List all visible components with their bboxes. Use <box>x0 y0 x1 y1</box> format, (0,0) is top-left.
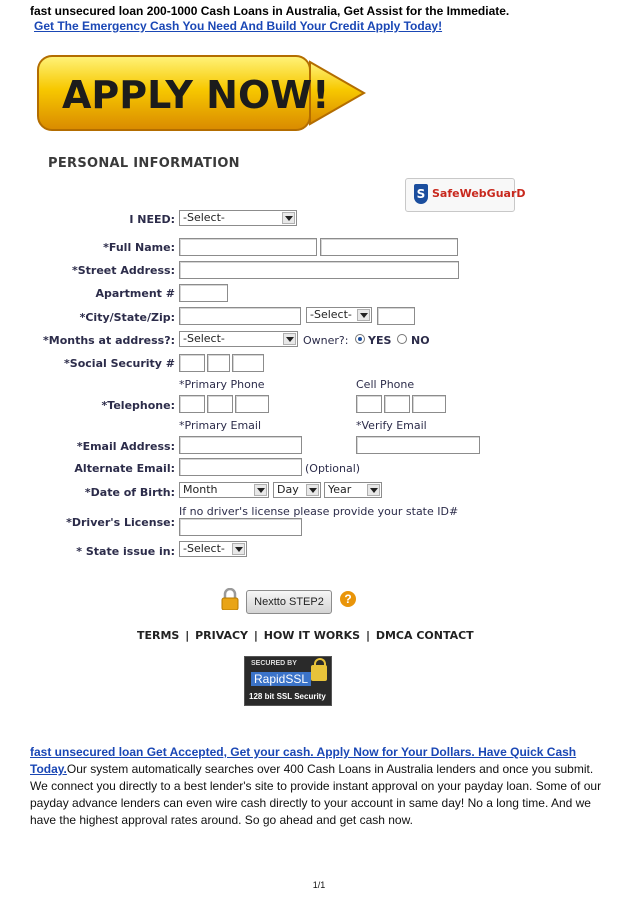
verify-email-caption: *Verify Email <box>356 419 427 432</box>
safewebguard-badge <box>405 178 526 212</box>
alt-email-label: Alternate Email: <box>74 462 175 475</box>
months-value: -Select- <box>183 332 225 345</box>
phone-line-input[interactable] <box>235 395 269 413</box>
ssn-part3-input[interactable] <box>232 354 264 372</box>
chevron-down-icon <box>232 543 245 555</box>
dob-month-value: Month <box>183 483 218 496</box>
email-input[interactable] <box>179 436 302 454</box>
help-icon[interactable]: ? <box>340 591 356 607</box>
badge-text: SafeWebGuarD <box>432 187 526 200</box>
dmca-contact-link[interactable]: DMCA CONTACT <box>375 629 474 642</box>
street-input[interactable] <box>179 261 459 279</box>
license-label: *Driver's License: <box>66 516 175 529</box>
cell-prefix-input[interactable] <box>384 395 410 413</box>
i-need-label: I NEED: <box>129 213 175 226</box>
separator: | <box>253 629 258 642</box>
street-label: *Street Address: <box>71 264 175 277</box>
owner-no-label: NO <box>411 334 430 347</box>
shield-icon: S <box>414 184 428 204</box>
quick-cash-link[interactable]: fast unsecured loan Get Accepted, Get your cash. Apply Now for Your Dollars. Have Quick Cash Today. <box>30 745 577 776</box>
state-issue-label: * State issue in: <box>76 545 175 558</box>
owner-yes-label: YES <box>368 334 392 347</box>
apply-today-link[interactable]: Get The Emergency Cash You Need And Build Your Credit Apply Today! <box>34 19 443 33</box>
apartment-label: Apartment # <box>95 287 175 300</box>
ssn-label: *Social Security # <box>64 357 175 370</box>
section-title: PERSONAL INFORMATION <box>48 156 240 171</box>
license-note: If no driver's license please provide your state ID# <box>179 505 459 518</box>
next-step-button[interactable]: Nextto STEP2 <box>246 590 332 614</box>
cell-phone-caption: Cell Phone <box>356 378 415 391</box>
dob-month-select[interactable] <box>179 482 269 498</box>
padlock-icon <box>311 665 327 681</box>
months-label: *Months at address?: <box>43 334 175 347</box>
email-label: *Email Address: <box>76 440 175 453</box>
months-select[interactable] <box>179 331 298 347</box>
lock-icon <box>221 588 239 610</box>
separator: | <box>185 629 190 642</box>
apply-now-label: APPLY NOW! <box>62 73 330 117</box>
separator: | <box>365 629 370 642</box>
i-need-select[interactable] <box>179 210 297 226</box>
ssl-strength: 128 bit SSL Security <box>249 692 326 701</box>
chevron-down-icon <box>254 484 267 496</box>
last-name-input[interactable] <box>320 238 458 256</box>
ssl-secured-by: SECURED BY <box>251 660 297 667</box>
page-number: 1/1 <box>312 880 326 890</box>
alt-email-input[interactable] <box>179 458 302 476</box>
state-issue-value: -Select- <box>183 542 225 555</box>
chevron-down-icon <box>357 309 370 321</box>
ssl-brand: RapidSSL <box>251 672 311 686</box>
ssn-part2-input[interactable] <box>207 354 230 372</box>
dob-year-select[interactable] <box>324 482 382 498</box>
phone-prefix-input[interactable] <box>207 395 233 413</box>
privacy-link[interactable]: PRIVACY <box>195 629 249 642</box>
state-value: -Select- <box>310 308 352 321</box>
city-state-zip-label: *City/State/Zip: <box>79 311 175 324</box>
owner-yes-radio[interactable] <box>355 334 365 344</box>
apartment-input[interactable] <box>179 284 228 302</box>
primary-phone-caption: *Primary Phone <box>179 378 265 391</box>
full-name-label: *Full Name: <box>103 241 175 254</box>
rapidssl-seal <box>244 656 332 706</box>
chevron-down-icon <box>283 333 296 345</box>
dob-day-select[interactable] <box>273 482 321 498</box>
chevron-down-icon <box>306 484 319 496</box>
body-text: Our system automatically searches over 400 Cash Loans in Australia lenders and once you submit. We connect you directly to a best lender's site to provide instant approval on your payday loan. Some of our payday advance lenders can even wire cash directly to your account in same day! No a long time. And we have the highest approval rates around. So go ahead and get cash now. <box>30 762 602 827</box>
dob-day-value: Day <box>277 483 299 496</box>
state-select[interactable] <box>306 307 372 323</box>
primary-email-caption: *Primary Email <box>179 419 262 432</box>
how-it-works-link[interactable]: HOW IT WORKS <box>263 629 361 642</box>
verify-email-input[interactable] <box>356 436 480 454</box>
license-input[interactable] <box>179 518 302 536</box>
footer-links <box>136 629 475 642</box>
city-input[interactable] <box>179 307 301 325</box>
i-need-value: -Select- <box>183 211 225 224</box>
apply-now-button[interactable] <box>36 48 366 138</box>
cell-line-input[interactable] <box>412 395 446 413</box>
zip-input[interactable] <box>377 307 415 325</box>
chevron-down-icon <box>367 484 380 496</box>
state-issue-select[interactable] <box>179 541 247 557</box>
owner-label: Owner?: <box>303 334 349 347</box>
telephone-label: *Telephone: <box>101 399 175 412</box>
ssn-part1-input[interactable] <box>179 354 205 372</box>
dob-year-value: Year <box>328 483 352 496</box>
dob-label: *Date of Birth: <box>84 486 175 499</box>
chevron-down-icon <box>282 212 295 224</box>
phone-area-input[interactable] <box>179 395 205 413</box>
owner-no-radio[interactable] <box>397 334 407 344</box>
optional-note: (Optional) <box>305 462 361 475</box>
page-title: fast unsecured loan 200-1000 Cash Loans in Australia, Get Assist for the Immediate. <box>30 4 510 18</box>
cell-area-input[interactable] <box>356 395 382 413</box>
first-name-input[interactable] <box>179 238 317 256</box>
body-paragraph <box>30 744 610 829</box>
terms-link[interactable]: TERMS <box>137 629 180 642</box>
